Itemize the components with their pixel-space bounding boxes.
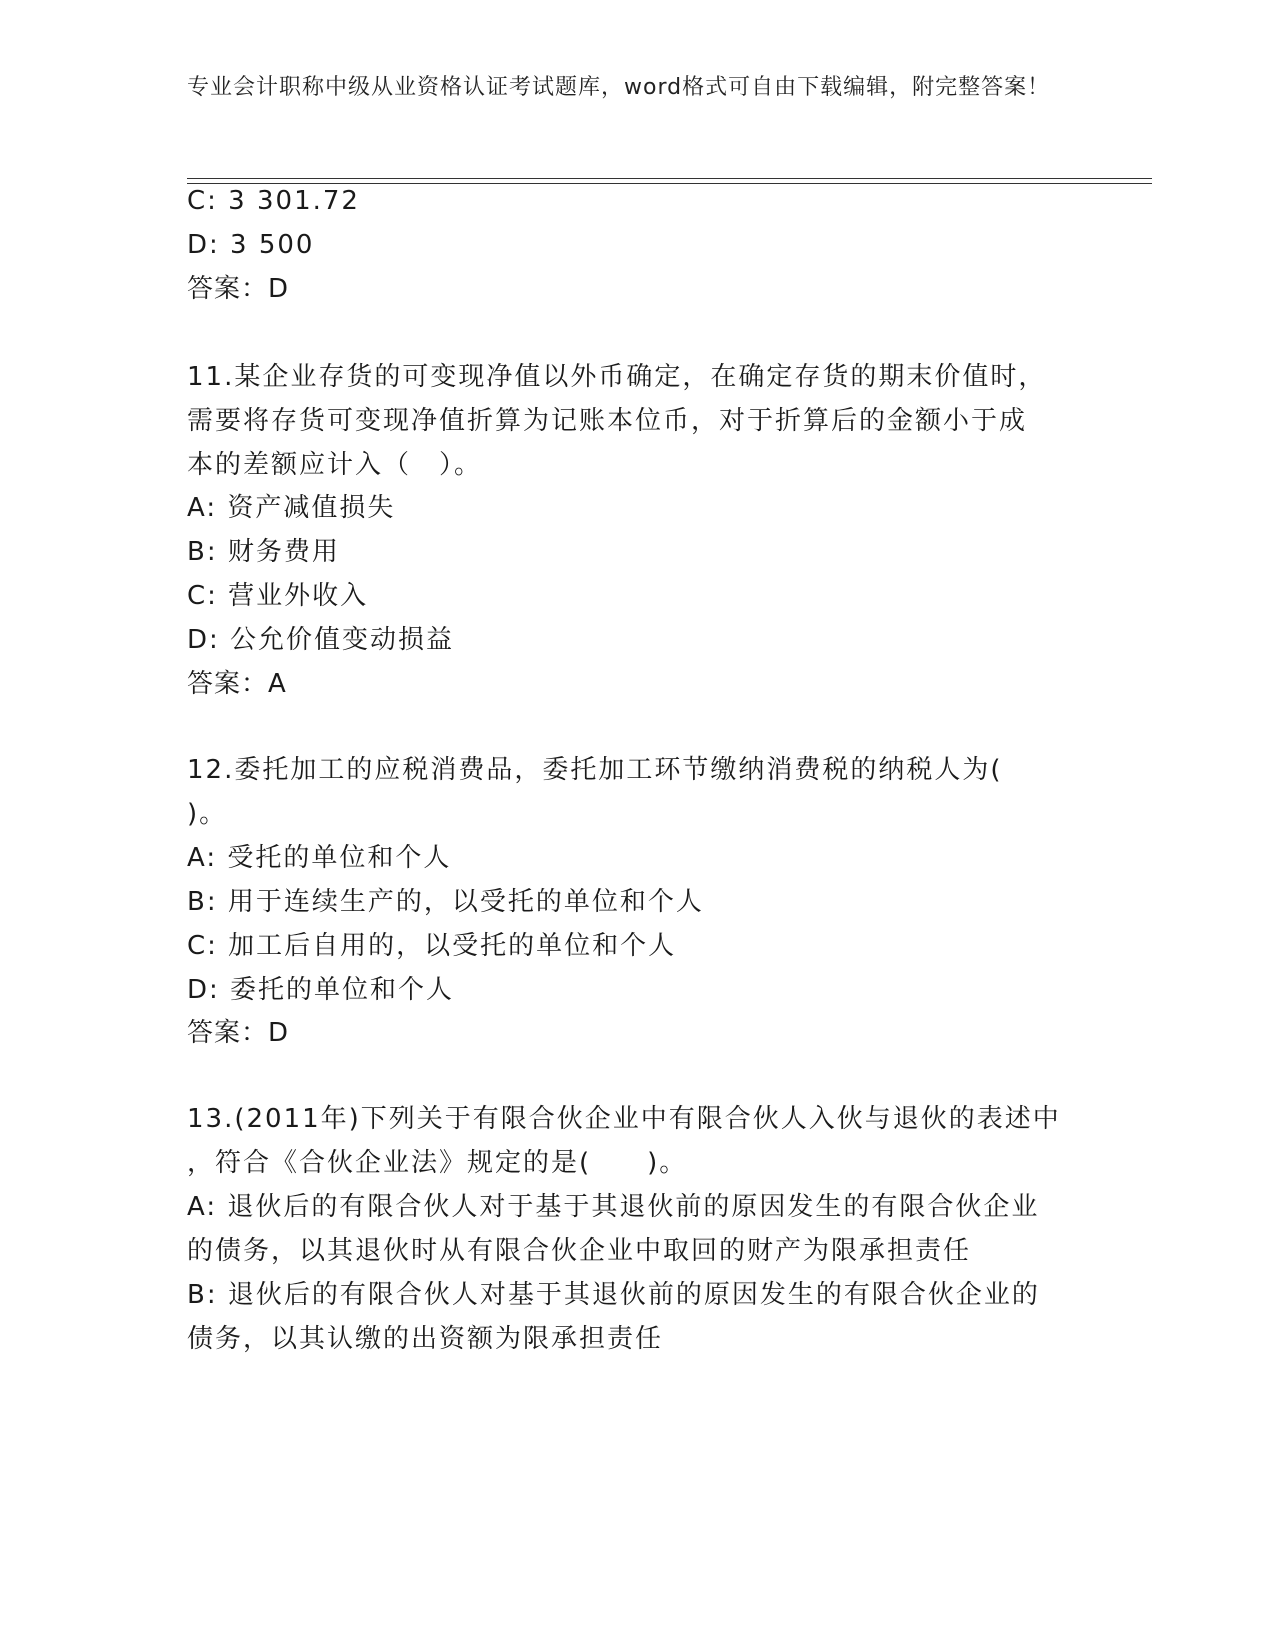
question-11-line-1: 11.某企业存货的可变现净值以外币确定，在确定存货的期末价值时，	[187, 362, 1047, 392]
option-c-q11: C: 营业外收入	[187, 581, 369, 611]
header-divider-double	[187, 183, 1152, 184]
option-b-q13-line-2: 债务，以其认缴的出资额为限承担责任	[187, 1324, 664, 1354]
option-b-q12: B: 用于连续生产的，以受托的单位和个人	[187, 887, 704, 917]
option-d-q11: D: 公允价值变动损益	[187, 625, 455, 655]
page-header: 专业会计职称中级从业资格认证考试题库，word格式可自由下载编辑，附完整答案！	[187, 75, 1051, 100]
option-b-q13-line-1: B: 退伙后的有限合伙人对基于其退伙前的原因发生的有限合伙企业的	[187, 1280, 1040, 1310]
option-c-q10: C: 3 301.72	[187, 186, 360, 216]
option-d-q10: D: 3 500	[187, 230, 315, 260]
question-13-line-2: ，符合《合伙企业法》规定的是( )。	[187, 1148, 688, 1178]
question-13-line-1: 13.(2011年)下列关于有限合伙企业中有限合伙人入伙与退伙的表述中	[187, 1104, 1061, 1134]
option-a-q13-line-2: 的债务，以其退伙时从有限合伙企业中取回的财产为限承担责任	[187, 1236, 972, 1266]
option-a-q13-line-1: A: 退伙后的有限合伙人对于基于其退伙前的原因发生的有限合伙企业	[187, 1192, 1040, 1222]
option-b-q11: B: 财务费用	[187, 537, 340, 567]
option-d-q12: D: 委托的单位和个人	[187, 975, 455, 1005]
question-12-line-1: 12.委托加工的应税消费品，委托加工环节缴纳消费税的纳税人为(	[187, 755, 1003, 785]
option-c-q12: C: 加工后自用的，以受托的单位和个人	[187, 931, 677, 961]
header-divider	[187, 178, 1152, 179]
option-a-q11: A: 资产减值损失	[187, 493, 396, 523]
answer-q10: 答案：D	[187, 274, 290, 304]
question-11-line-2: 需要将存货可变现净值折算为记账本位币，对于折算后的金额小于成	[187, 406, 1028, 436]
answer-q12: 答案：D	[187, 1018, 290, 1048]
option-a-q12: A: 受托的单位和个人	[187, 843, 452, 873]
question-12-line-2: )。	[187, 799, 228, 829]
answer-q11: 答案：A	[187, 669, 287, 699]
question-11-line-3: 本的差额应计入（ ）。	[187, 450, 483, 480]
